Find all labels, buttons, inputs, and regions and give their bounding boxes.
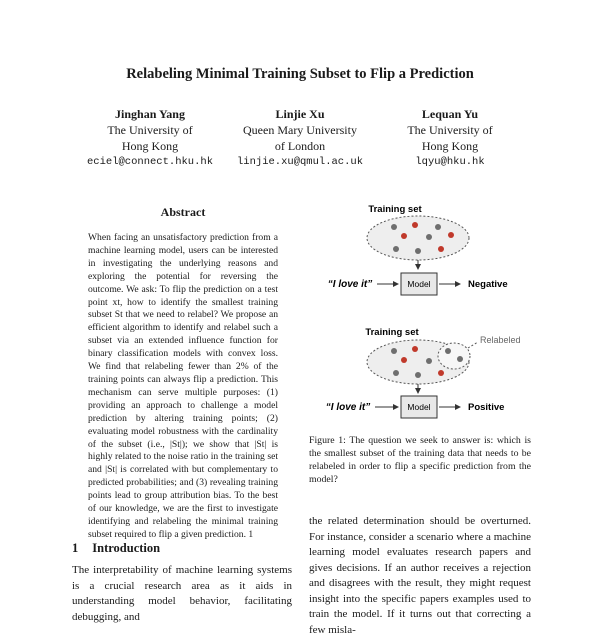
abstract-heading: Abstract [160, 205, 206, 219]
training-point [412, 222, 418, 228]
figure-1 [300, 196, 540, 426]
author-affiliation: Hong Kong [121, 139, 179, 153]
author-email[interactable]: eciel@connect.hku.hk [86, 156, 214, 168]
relabeled-pointer [468, 342, 478, 348]
author-affiliation: The University of [407, 123, 493, 137]
bottom-output-positive: Positive [468, 402, 505, 413]
training-point [393, 246, 399, 252]
author-affiliation: Queen Mary University [243, 123, 357, 137]
training-point [391, 348, 397, 354]
relabeled-point [445, 348, 451, 354]
author-affiliation: Hong Kong [421, 139, 479, 153]
training-point [401, 357, 407, 363]
right-column-text: the related determination should be overturned. For instance, consider a scenario where a machine learning model evaluates research papers and gives decisions. If an author receives a rejection and disagrees with the result, they might request insight into the specific papers examples used to train the model. If it turns out that correcting a few misla- [309, 515, 531, 636]
author-email[interactable]: lqyu@hku.hk [415, 156, 485, 168]
top-training-set-label: Training set [368, 204, 422, 215]
author-affiliation: The University of [107, 123, 193, 137]
bottom-model-label: Model [407, 402, 431, 412]
training-point [438, 246, 444, 252]
paper-title: Relabeling Minimal Training Subset to Flip a Prediction [126, 66, 474, 82]
training-point [448, 232, 454, 238]
author-email[interactable]: linjie.xu@qmul.ac.uk [236, 156, 364, 168]
training-point [426, 234, 432, 240]
author-name: Jinghan Yang [115, 107, 185, 121]
intro-text: The interpretability of machine learning systems is a crucial research area as it aids in understanding model behavior, facilitating debugging, and [72, 564, 292, 623]
relabeled-point [457, 356, 463, 362]
abstract-text: When facing an unsatisfactory prediction from a machine learning model, users can be interested in investigating the underlying reasons and exploring the potential for reversing the outcome. We ask: To flip the prediction on a test point xt, how to identify the smallest training subset St that we need to relabel? We propose an efficient algorithm to identify and relabel such a subset via an extended influence function for binary classification models with convex loss. We find that relabeling fewer than 2% of the training points can always flip a prediction. This mechanism can serve multiple purposes: (1) providing an approach to challenge a model prediction by altering training points; (2) evaluating model robustness with the cardinality of the subset (i.e., |St|); we show that |St| is highly related to the noise ratio in the training set and |St| is correlated with but complementary to predicted probabilities; and (3) revealing training points lead to group attribution bias. To the best of our knowledge, we are the first to investigate identifying and relabeling the minimal training subset required to flip a given prediction. 1 [88, 232, 278, 540]
training-point [438, 370, 444, 376]
training-point [393, 370, 399, 376]
author-affiliation: of London [274, 139, 326, 153]
top-model-label: Model [407, 279, 431, 289]
top-quote: “I love it” [327, 279, 373, 290]
training-point [401, 233, 407, 239]
bottom-training-set-label: Training set [365, 327, 419, 338]
training-point [435, 224, 441, 230]
author-name: Lequan Yu [421, 107, 479, 121]
author-name: Linjie Xu [275, 107, 325, 121]
training-point [391, 224, 397, 230]
author-3 [355, 106, 545, 170]
bottom-quote: “I love it” [325, 402, 371, 413]
section-number: 1 [72, 541, 79, 555]
relabeled-subset-ellipse [438, 343, 470, 369]
training-point [415, 372, 421, 378]
training-point [426, 358, 432, 364]
top-output-negative: Negative [468, 279, 508, 290]
training-point [415, 248, 421, 254]
section-title: Introduction [92, 541, 161, 555]
figure-caption: Figure 1: The question we seek to answer is: which is the smallest subset of the training data that needs to be relabeled in order to flip a specific prediction from the model? [309, 435, 531, 485]
relabeled-label: Relabeled [480, 335, 521, 345]
section-heading [72, 541, 160, 556]
training-point [412, 346, 418, 352]
